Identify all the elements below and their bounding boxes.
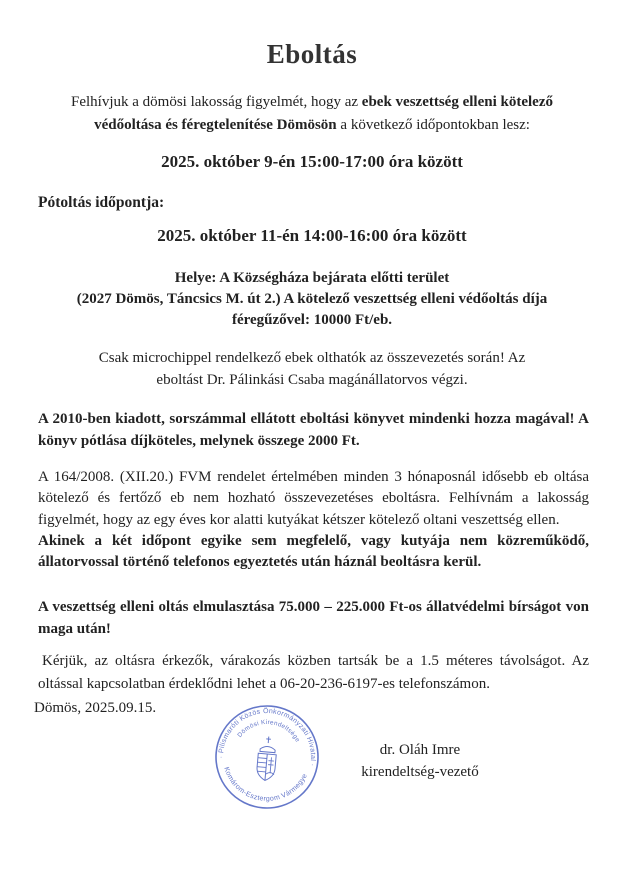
signer-role: kirendeltség-vezető bbox=[361, 763, 479, 780]
intro-paragraph bbox=[52, 91, 572, 136]
intro-bold-text: ebek veszettség elleni kötelező védőoltása és féregtelenítése Dömösön bbox=[94, 94, 553, 133]
coat-of-arms-icon bbox=[256, 736, 278, 781]
penalty-paragraph: A veszettség elleni oltás elmulasztása 75.000 – 225.000 Ft-os állatvédelmi bírságot von maga után! bbox=[38, 599, 589, 637]
signature-block bbox=[334, 740, 506, 783]
booklet-paragraph: A 2010-ben kiadott, sorszámmal ellátott eboltási könyvet mindenki hozza magával! A könyv pótlása díjköteles, melynek összege 2000 Ft. bbox=[38, 411, 589, 449]
signer-name: dr. Oláh Imre bbox=[379, 742, 461, 758]
location-line: féregűzővel: 10000 Ft/eb. bbox=[231, 312, 393, 328]
municipal-seal-stamp bbox=[209, 704, 325, 810]
location-line: Helye: A Községháza bejárata előtti terület bbox=[174, 270, 450, 286]
microchip-line: Csak microchippel rendelkező ebek olthatók az összevezetés során! Az bbox=[98, 350, 526, 366]
stamp-inner-text: Dömösi Kirendeltsége bbox=[236, 718, 302, 744]
page-title: Eboltás bbox=[266, 39, 358, 69]
location-block bbox=[0, 268, 624, 331]
place-and-date: Dömös, 2025.09.15. bbox=[34, 700, 157, 716]
location-line: (2027 Dömös, Táncsics M. út 2.) A kötelező veszettség elleni védőoltás díja bbox=[76, 291, 548, 307]
makeup-date-label: Pótoltás időpontja: bbox=[38, 194, 165, 211]
microchip-line: eboltást Dr. Pálinkási Csaba magánállatorvos végzi. bbox=[156, 371, 468, 388]
stamp-bottom-text: Komárom-Esztergom Vármegye bbox=[222, 766, 309, 803]
stamp-graphic bbox=[209, 704, 325, 810]
regulation-paragraph bbox=[38, 467, 589, 573]
intro-text-end: a következő időpontokban lesz: bbox=[336, 116, 530, 133]
regulation-text: A 164/2008. (XII.20.) FVM rendelet értelmében minden 3 hónaposnál idősebb eb oltása kötelező és fertőző eb nem hozható összevezetéses eboltásra. Felhívnám a lakosság figyelmét, hogy az egy éves kor alatti kutyákat kétszer kötelező oltani veszettség ellen. bbox=[38, 469, 589, 528]
microchip-paragraph bbox=[0, 348, 624, 391]
stamp-outer-text: · Pilismaróti Közös Önkormányzati Hivatal · bbox=[217, 707, 316, 767]
intro-text-start: Felhívjuk a dömösi lakosság figyelmét, hogy az bbox=[71, 94, 362, 110]
first-vaccination-date: 2025. október 9-én 15:00-17:00 óra között bbox=[161, 152, 463, 171]
distance-info-paragraph: Kérjük, az oltásra érkezők, várakozás közben tartsák be a 1.5 méteres távolságot. Az oltással kapcsolatban érdeklődni lehet a 06-20-236-6197-es telefonszámon. bbox=[38, 653, 589, 692]
makeup-vaccination-date: 2025. október 11-én 14:00-16:00 óra között bbox=[157, 226, 467, 245]
home-vaccination-text: Akinek a két időpont egyike sem megfelelő, vagy kutyája nem közreműködő, állatorvossal történő telefonos egyeztetés után háznál beoltásra kerül. bbox=[38, 532, 589, 571]
